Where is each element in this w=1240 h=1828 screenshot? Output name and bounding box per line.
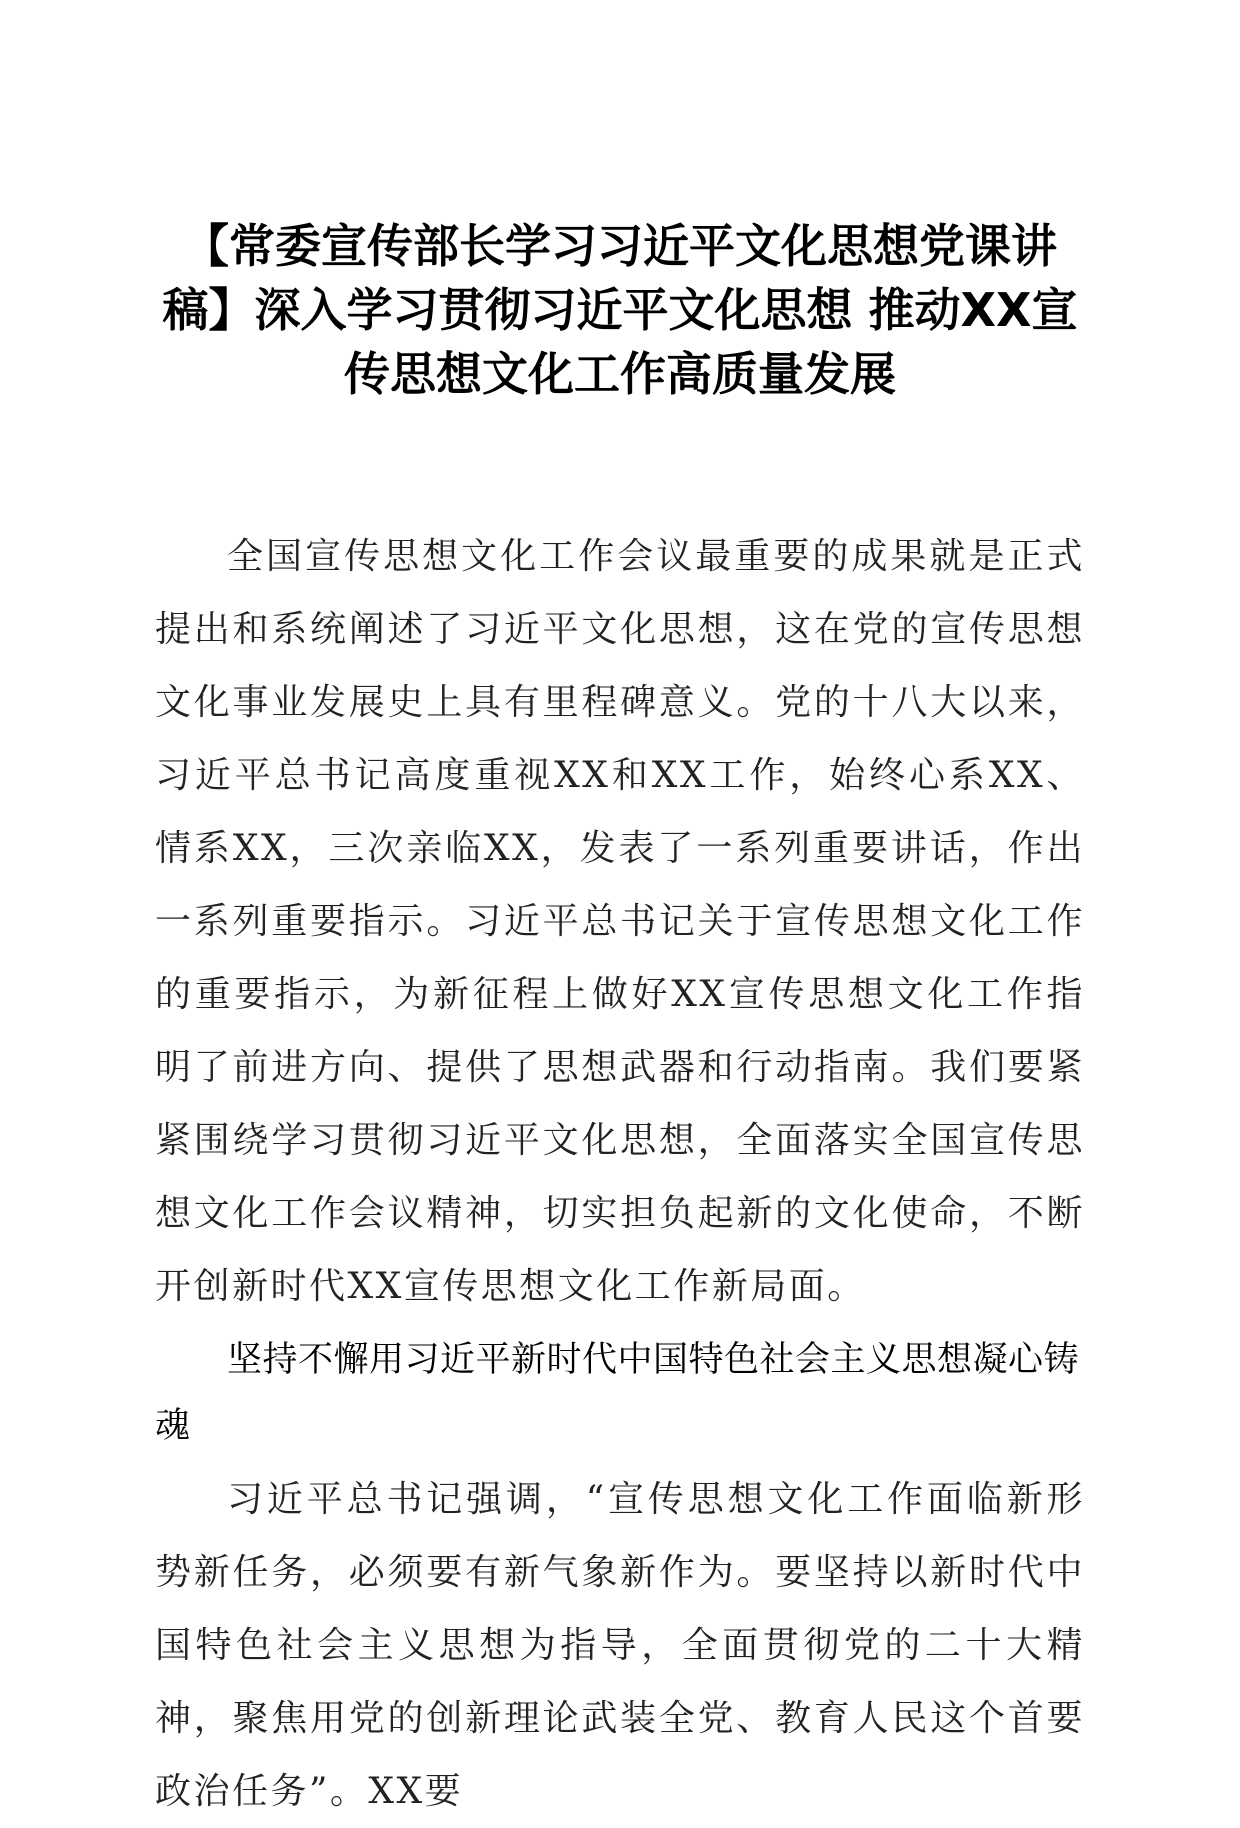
title-line-2: 稿】深入学习贯彻习近平文化思想 推动XX宣 [162, 283, 1078, 337]
document-title [150, 214, 1090, 406]
section-heading: 坚持不懈用习近平新时代中国特色社会主义思想凝心铸魂 [155, 1340, 1080, 1446]
section-paragraph: 习近平总书记强调，“宣传思想文化工作面临新形势新任务，必须要有新气象新作为。要坚持以新时代中国特色社会主义思想为指导，全面贯彻党的二十大精神，聚焦用党的创新理论武装全党、教育人民这个首要政治任务”。XX要 [155, 1479, 1085, 1812]
title-line-1: 【常委宣传部长学习习近平文化思想党课讲 [183, 219, 1057, 273]
title-line-3: 传思想文化工作高质量发展 [344, 347, 896, 401]
document-body [155, 520, 1085, 1828]
intro-paragraph: 全国宣传思想文化工作会议最重要的成果就是正式提出和系统阐述了习近平文化思想，这在党的宣传思想文化事业发展史上具有里程碑意义。党的十八大以来，习近平总书记高度重视XX和XX工作，始终心系XX、情系XX，三次亲临XX，发表了一系列重要讲话，作出一系列重要指示。习近平总书记关于宣传思想文化工作的重要指示，为新征程上做好XX宣传思想文化工作指明了前进方向、提供了思想武器和行动指南。我们要紧紧围绕学习贯彻习近平文化思想，全面落实全国宣传思想文化工作会议精神，切实担负起新的文化使命，不断开创新时代XX宣传思想文化工作新局面。 [155, 536, 1085, 1307]
